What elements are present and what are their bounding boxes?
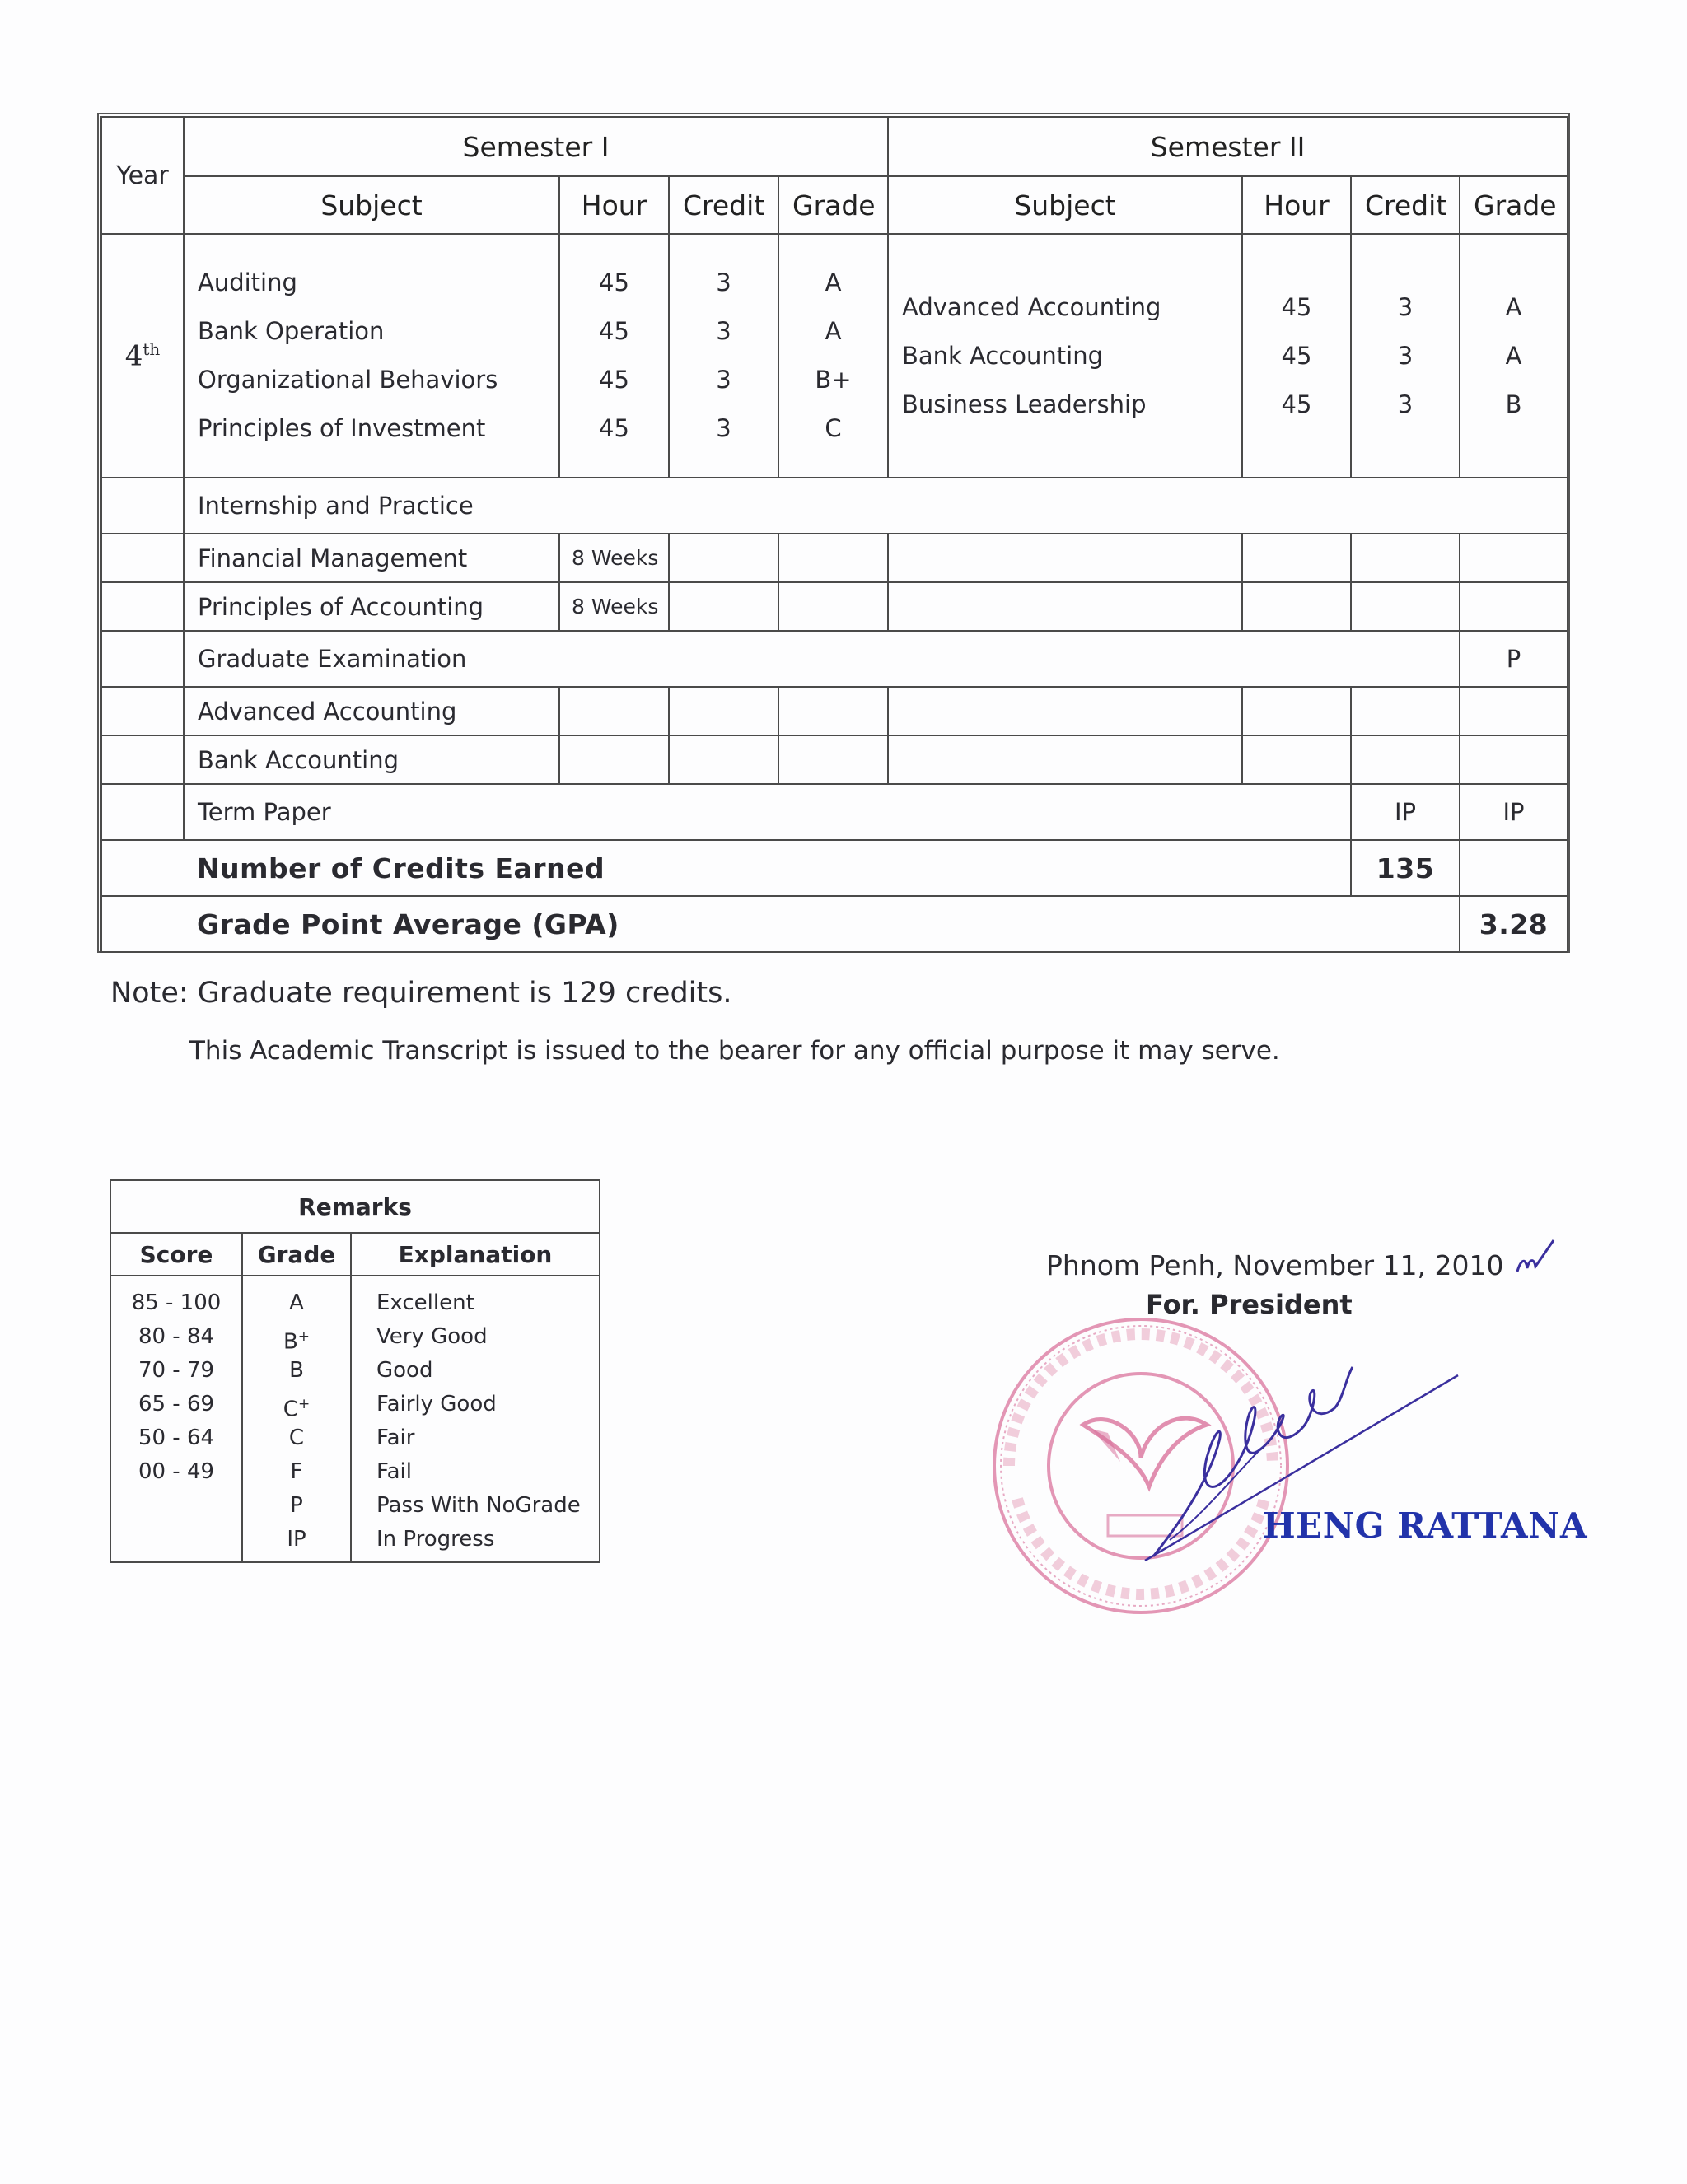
sem2-subject-header: Subject xyxy=(888,176,1242,234)
sem2-credit-header: Credit xyxy=(1351,176,1460,234)
signatory-name: HENG RATTANA xyxy=(1263,1505,1588,1546)
sem2-grade: B xyxy=(1505,390,1522,418)
grad-exam-grade: P xyxy=(1460,631,1568,687)
remarks-grade: IP xyxy=(287,1527,306,1552)
term-paper-label: Term Paper xyxy=(184,784,1351,840)
sem1-grade: A xyxy=(825,268,842,296)
grad-exam-subject: Advanced Accounting xyxy=(184,687,559,735)
remarks-title: Remarks xyxy=(110,1180,600,1233)
remarks-explanation-header: Explanation xyxy=(351,1233,600,1276)
sem2-subject: Business Leadership xyxy=(902,390,1147,418)
remarks-explanation: Pass With NoGrade xyxy=(376,1493,581,1518)
remarks-score-header: Score xyxy=(110,1233,242,1276)
sem1-grade: C xyxy=(825,414,842,442)
sem1-credit: 3 xyxy=(716,366,731,394)
credits-earned-label: Number of Credits Earned xyxy=(184,840,1351,896)
place-date-text: Phnom Penh, November 11, 2010 xyxy=(1046,1249,1504,1281)
sem2-hour: 45 xyxy=(1281,292,1312,321)
sem1-grade-header: Grade xyxy=(778,176,888,234)
year-cell xyxy=(101,234,184,478)
remarks-grade: B xyxy=(289,1358,304,1383)
remarks-grade: A xyxy=(289,1290,304,1315)
internship-hour: 8 Weeks xyxy=(559,534,669,582)
remarks-grade: C+ xyxy=(283,1396,311,1422)
sem1-hour: 45 xyxy=(599,268,629,296)
sem2-hour-header: Hour xyxy=(1242,176,1351,234)
sem1-credit: 3 xyxy=(716,414,731,442)
remarks-score: 70 - 79 xyxy=(138,1358,215,1383)
gpa-value: 3.28 xyxy=(1460,896,1568,952)
remarks-grade: C xyxy=(288,1426,305,1450)
issuance-statement: This Academic Transcript is issued to the bearer for any official purpose it may serve. xyxy=(189,1036,1280,1066)
sem2-credit: 3 xyxy=(1397,390,1414,418)
sem2-grade-header: Grade xyxy=(1460,176,1568,234)
credits-earned-value: 135 xyxy=(1351,840,1460,896)
remarks-grade-list xyxy=(242,1276,351,1562)
gpa-label: Grade Point Average (GPA) xyxy=(184,896,1460,952)
remarks-grade: F xyxy=(290,1459,303,1484)
sem2-grade: A xyxy=(1505,341,1522,370)
sem2-grade-list xyxy=(1474,283,1554,429)
sem2-credit: 3 xyxy=(1397,341,1414,370)
remarks-explanation: Good xyxy=(376,1358,433,1383)
remarks-score: 00 - 49 xyxy=(138,1459,215,1484)
remarks-table xyxy=(110,1179,600,1563)
transcript-table-frame xyxy=(97,113,1570,953)
transcript-table xyxy=(100,116,1568,953)
remarks-score-list xyxy=(110,1276,242,1562)
sem2-subject-list xyxy=(902,283,1228,429)
remarks-grade: B+ xyxy=(283,1328,311,1355)
sem2-subject: Bank Accounting xyxy=(902,341,1103,370)
sem1-subject: Principles of Investment xyxy=(198,414,486,442)
sem1-hour: 45 xyxy=(599,366,629,394)
sem1-hour-header: Hour xyxy=(559,176,669,234)
graduation-note: Note: Graduate requirement is 129 credits. xyxy=(110,977,732,1010)
remarks-score xyxy=(111,1523,241,1556)
sem1-credit-list xyxy=(683,259,764,453)
sem1-subject-header: Subject xyxy=(184,176,559,234)
sem1-grade-list xyxy=(792,259,874,453)
sem1-hour-list xyxy=(573,259,655,453)
sem1-credit: 3 xyxy=(716,268,731,296)
sem1-hour: 45 xyxy=(599,414,629,442)
sem1-subject: Auditing xyxy=(198,268,297,296)
place-date xyxy=(1046,1235,1558,1281)
remarks-score xyxy=(111,1489,241,1523)
year-header: Year xyxy=(101,117,184,234)
sem1-hour: 45 xyxy=(599,317,629,345)
remarks-explanation: Fail xyxy=(376,1459,412,1484)
remarks-score: 80 - 84 xyxy=(138,1324,215,1349)
remarks-explanation: Fair xyxy=(376,1426,415,1450)
remarks-score: 65 - 69 xyxy=(138,1392,215,1416)
for-president-label: For. President xyxy=(1146,1289,1353,1320)
remarks-grade: P xyxy=(290,1493,303,1518)
remarks-explanation: Excellent xyxy=(376,1290,474,1315)
remarks-score: 50 - 64 xyxy=(138,1426,215,1450)
sem2-hour-list xyxy=(1256,283,1337,429)
remarks-explanation-list xyxy=(351,1276,600,1562)
sem2-credit-list xyxy=(1365,283,1446,429)
internship-section-label: Internship and Practice xyxy=(184,478,1568,534)
initials-mark xyxy=(1512,1235,1558,1280)
remarks-grade-plus: + xyxy=(297,1328,311,1345)
grad-exam-subject: Bank Accounting xyxy=(184,735,559,784)
remarks-explanation: In Progress xyxy=(376,1527,495,1552)
sem1-grade: A xyxy=(825,317,842,345)
sem2-hour: 45 xyxy=(1281,341,1312,370)
sem1-subject-list xyxy=(198,259,545,453)
sem2-credit: 3 xyxy=(1397,292,1414,321)
grad-exam-section-label: Graduate Examination xyxy=(184,631,1460,687)
term-paper-credit: IP xyxy=(1351,784,1460,840)
remarks-grade-plus: + xyxy=(297,1396,311,1412)
year-suffix: th xyxy=(143,338,161,359)
sem1-credit: 3 xyxy=(716,317,731,345)
sem2-hour: 45 xyxy=(1281,390,1312,418)
semester2-header: Semester II xyxy=(888,117,1568,176)
sem1-credit-header: Credit xyxy=(669,176,778,234)
remarks-grade-header: Grade xyxy=(242,1233,351,1276)
semester1-header: Semester I xyxy=(184,117,888,176)
internship-subject: Financial Management xyxy=(184,534,559,582)
internship-subject: Principles of Accounting xyxy=(184,582,559,631)
year-value: 4 xyxy=(124,339,143,373)
remarks-explanation: Fairly Good xyxy=(376,1392,497,1416)
sem1-subject: Organizational Behaviors xyxy=(198,366,498,394)
sem2-subject: Advanced Accounting xyxy=(902,292,1161,321)
sem2-grade: A xyxy=(1505,292,1522,321)
term-paper-grade: IP xyxy=(1460,784,1568,840)
sem1-subject: Bank Operation xyxy=(198,317,385,345)
sem1-grade: B+ xyxy=(815,366,852,394)
remarks-explanation: Very Good xyxy=(376,1324,488,1349)
remarks-score: 85 - 100 xyxy=(131,1290,222,1315)
internship-hour: 8 Weeks xyxy=(559,582,669,631)
